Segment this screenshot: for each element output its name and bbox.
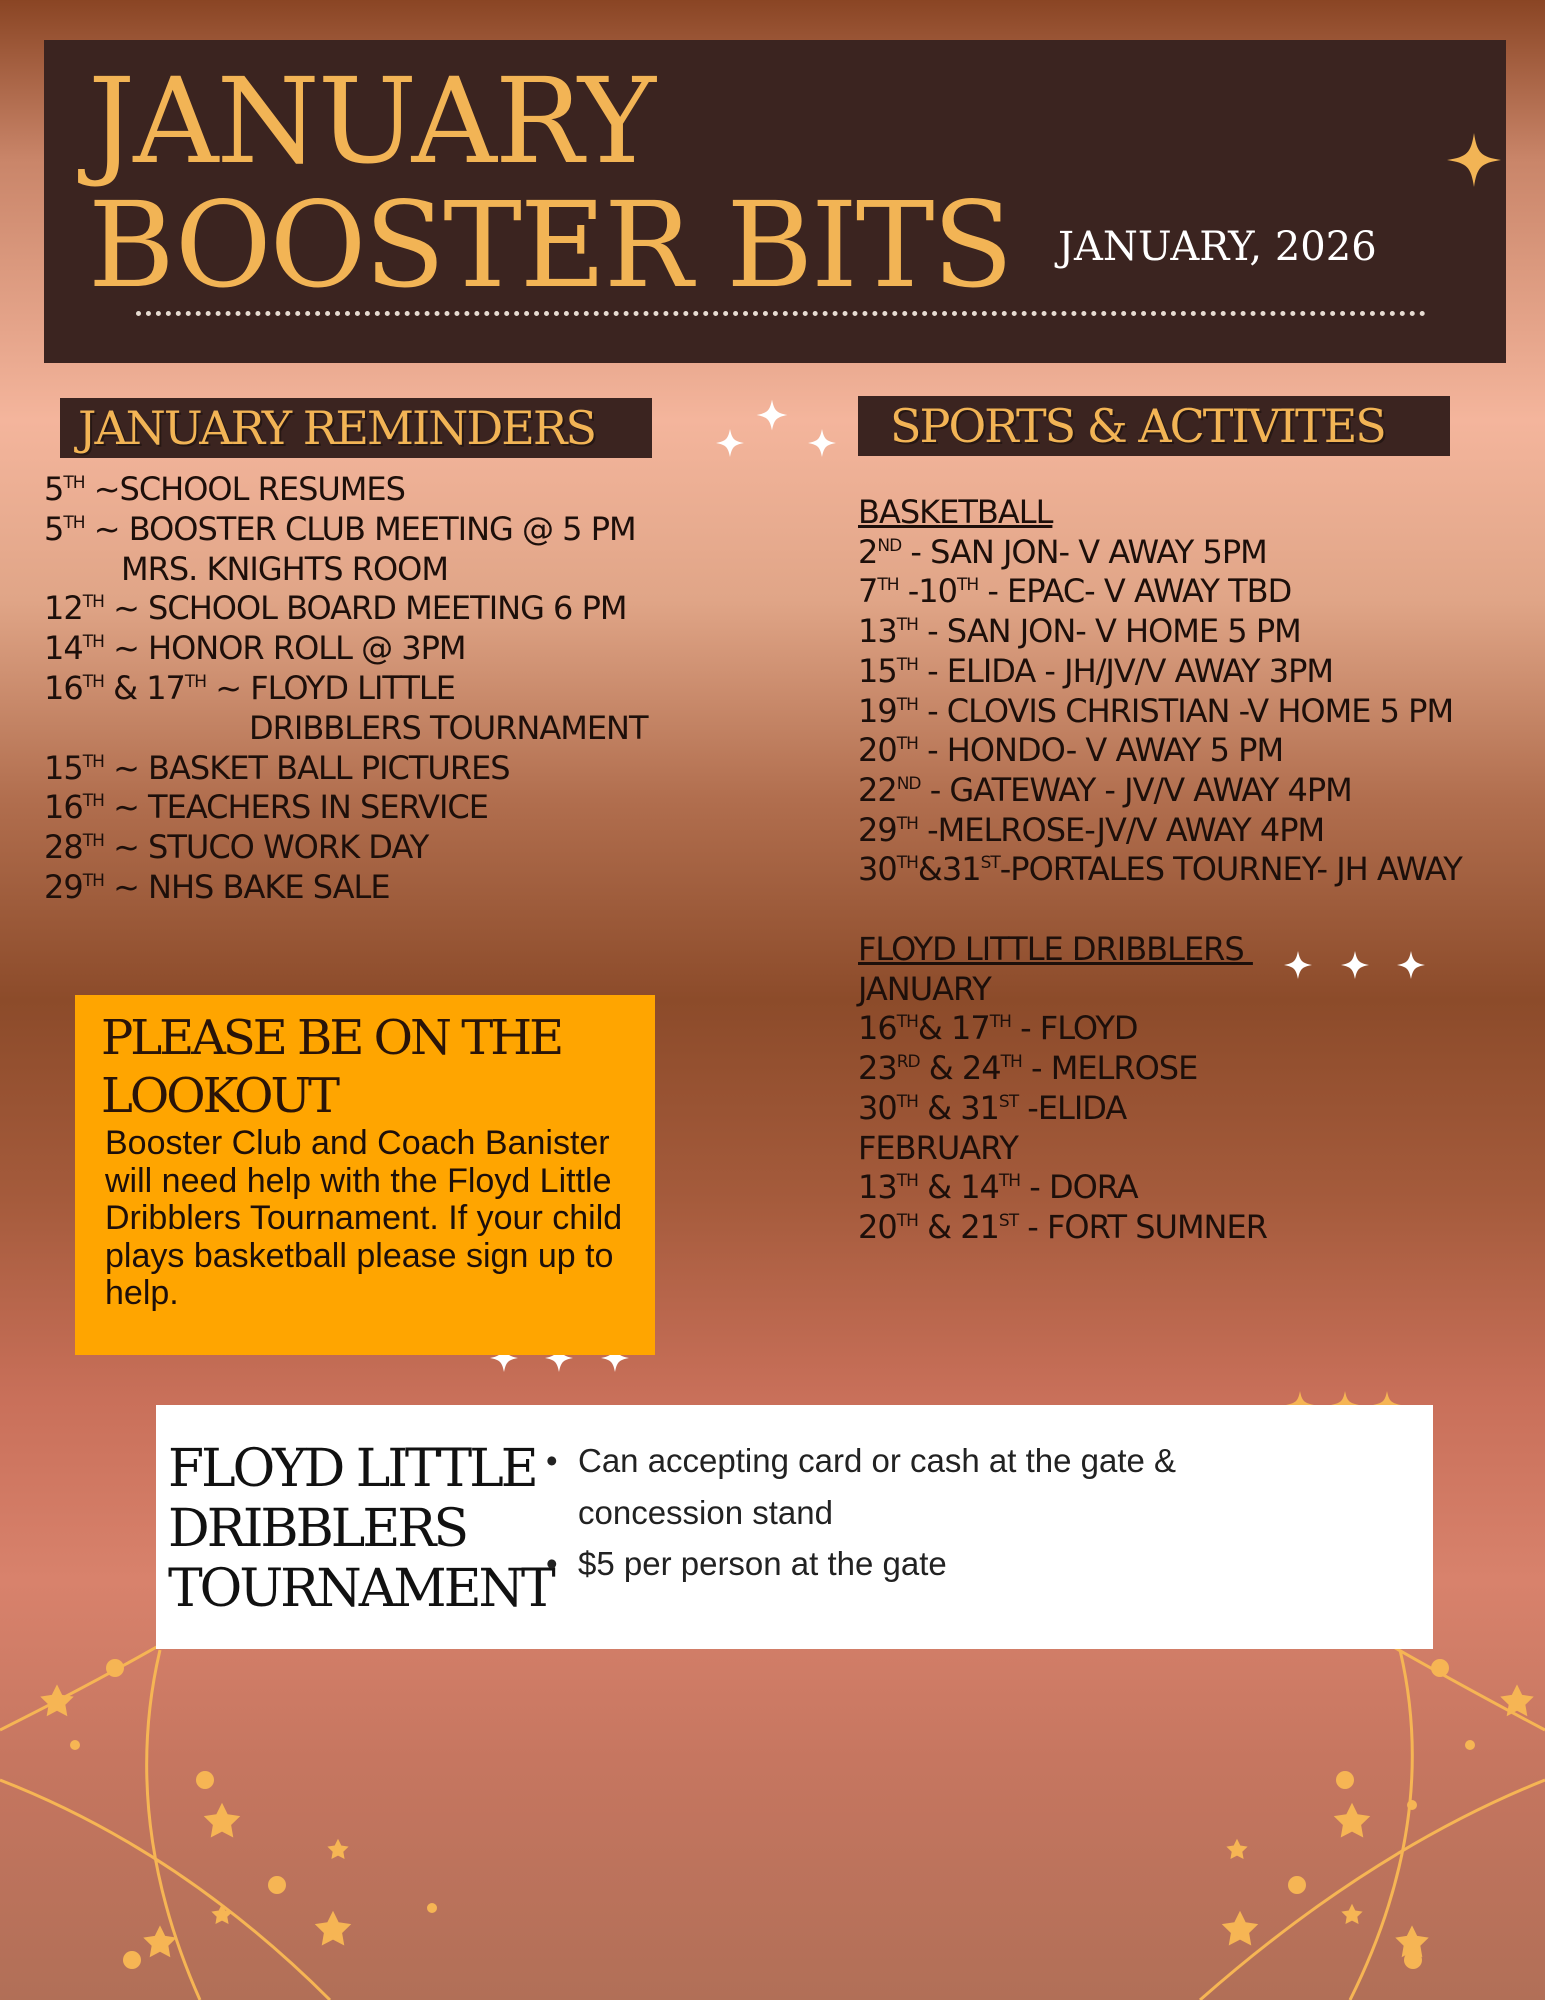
issue-date: JANUARY, 2026 (1058, 224, 1377, 270)
list-item: 16TH& 17TH - FLOYD (858, 1009, 1138, 1048)
list-item: 16TH ~ TEACHERS IN SERVICE (44, 788, 488, 827)
basketball-heading: BASKETBALL (858, 493, 1053, 531)
basketball-schedule (858, 493, 1462, 890)
title-line-1: JANUARY (88, 52, 654, 190)
list-item: 19TH - CLOVIS CHRISTIAN -V HOME 5 PM (858, 691, 1454, 730)
list-item: 22ND - GATEWAY - JV/V AWAY 4PM (858, 770, 1352, 809)
list-item: MRS. KNIGHTS ROOM (121, 549, 448, 588)
lookout-box (75, 995, 655, 1355)
star-garland-icon (0, 1645, 1545, 2000)
sports-title (858, 396, 1450, 456)
list-item: 2ND - SAN JON- V AWAY 5PM (858, 532, 1267, 571)
reminders-title (60, 398, 652, 458)
list-item: 23RD & 24TH - MELROSE (858, 1049, 1198, 1088)
month-label: FEBRUARY (858, 1128, 1018, 1167)
month-label: JANUARY (858, 969, 991, 1008)
list-item: 29TH -MELROSE-JV/V AWAY 4PM (858, 810, 1325, 849)
list-item: DRIBBLERS TOURNAMENT (249, 708, 648, 747)
lookout-title: PLEASE BE ON THE LOOKOUT (101, 1010, 562, 1124)
list-item: 12TH ~ SCHOOL BOARD MEETING 6 PM (44, 589, 627, 628)
dribblers-heading: FLOYD LITTLE DRIBBLERS (858, 930, 1253, 968)
list-item: 15TH ~ BASKET BALL PICTURES (44, 748, 510, 787)
list-item: 30TH&31ST-PORTALES TOURNEY- JH AWAY (858, 850, 1462, 889)
list-item: 15TH - ELIDA - JH/JV/V AWAY 3PM (858, 651, 1333, 690)
list-item: • $5 per person at the gate (546, 1538, 1266, 1590)
list-item: 20TH & 21ST - FORT SUMNER (858, 1207, 1267, 1246)
list-item: 13TH & 14TH - DORA (858, 1168, 1138, 1207)
star-garland-icon (40, 1659, 1533, 1969)
list-item: 5TH ~SCHOOL RESUMES (44, 470, 405, 508)
tournament-bullets (546, 1435, 1266, 1590)
tournament-title: FLOYD LITTLE DRIBBLERS TOURNAMENT (168, 1439, 553, 1619)
list-item: 29TH ~ NHS BAKE SALE (44, 867, 390, 906)
list-item: • Can accepting card or cash at the gate & concession stand (546, 1435, 1266, 1538)
list-item: 16TH & 17TH ~ FLOYD LITTLE (44, 668, 455, 707)
dotted-divider (136, 311, 1426, 316)
dribblers-schedule (858, 930, 1267, 1248)
list-item: 13TH - SAN JON- V HOME 5 PM (858, 612, 1301, 651)
list-item: 14TH ~ HONOR ROLL @ 3PM (44, 629, 466, 668)
tournament-box (156, 1405, 1433, 1649)
title-line-2: BOOSTER BITS (88, 176, 1012, 314)
list-item: 30TH & 31ST -ELIDA (858, 1088, 1127, 1127)
reminders-list (44, 470, 648, 908)
list-item: 20TH - HONDO- V AWAY 5 PM (858, 731, 1284, 770)
sparkle-icon (1444, 130, 1504, 190)
header-banner (44, 40, 1506, 363)
lookout-body: Booster Club and Coach Banister will need help with the Floyd Little Dribblers Tournament. If your child plays basketball please sign up to help. (105, 1124, 623, 1312)
list-item: 7TH -10TH - EPAC- V AWAY TBD (858, 572, 1292, 611)
reminders-title-text: JANUARY REMINDERS (78, 401, 596, 455)
list-item: 28TH ~ STUCO WORK DAY (44, 828, 429, 867)
sports-title-text: SPORTS & ACTIVITES (890, 399, 1385, 453)
list-item: 5TH ~ BOOSTER CLUB MEETING @ 5 PM (44, 509, 636, 548)
